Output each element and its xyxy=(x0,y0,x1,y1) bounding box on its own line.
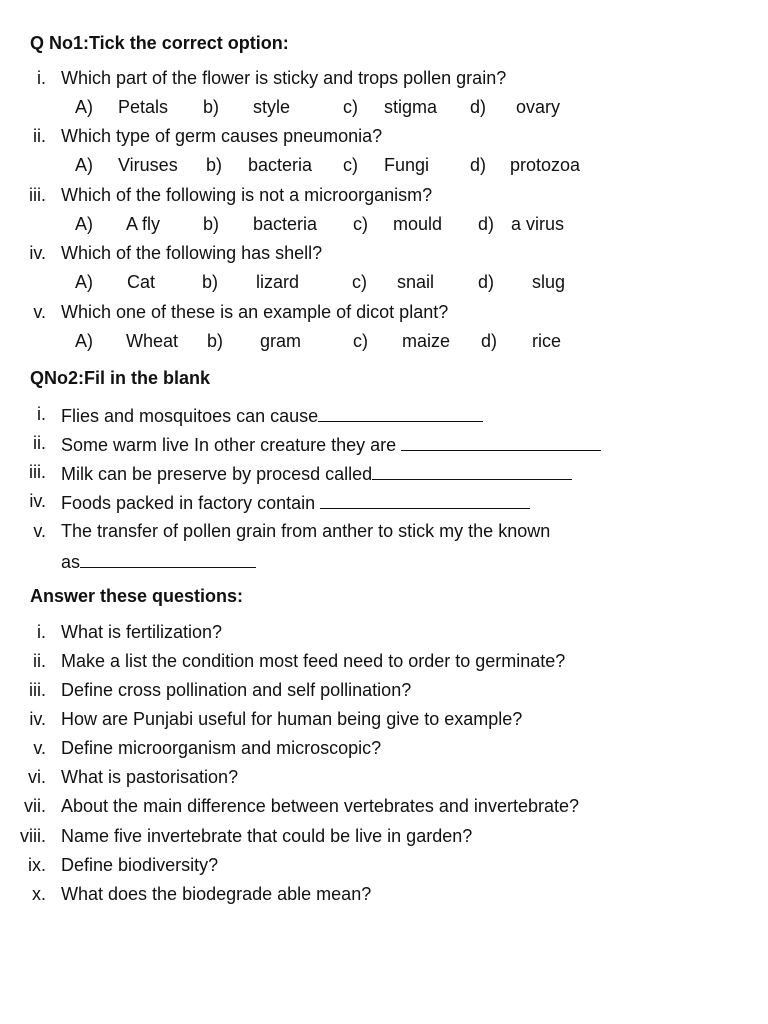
option-d[interactable]: slug xyxy=(532,272,566,292)
item-number: v. xyxy=(33,521,46,541)
question-text: Which of the following is not a microorganism? xyxy=(61,185,433,205)
item-number: i. xyxy=(37,622,46,642)
option-label-d: d) xyxy=(481,331,498,351)
item-text: Some warm live In other creature they are xyxy=(61,435,402,455)
item-text: Define cross pollination and self pollination? xyxy=(61,680,412,700)
question-text: Which one of these is an example of dicot plant? xyxy=(61,302,449,322)
q1-options xyxy=(0,272,768,298)
question-number: v. xyxy=(33,302,46,322)
item-text-continuation: as xyxy=(61,552,81,572)
item-line xyxy=(61,462,572,485)
q1-question xyxy=(0,126,768,152)
item-number: vii. xyxy=(24,796,46,816)
q1-question xyxy=(0,68,768,94)
fill-blank-continuation xyxy=(0,550,768,576)
q1-options xyxy=(0,155,768,181)
item-number: i. xyxy=(37,404,46,424)
option-a[interactable]: Wheat xyxy=(126,331,179,351)
question-number: iii. xyxy=(29,185,46,205)
item-text: The transfer of pollen grain from anther to stick my the known xyxy=(61,521,551,541)
fill-blank-item xyxy=(0,433,768,459)
short-question xyxy=(0,796,768,822)
answer-blank[interactable] xyxy=(80,550,256,568)
question-number: iv. xyxy=(29,243,46,263)
short-question xyxy=(0,709,768,735)
short-question xyxy=(0,651,768,677)
option-c[interactable]: maize xyxy=(402,331,451,351)
item-number: iv. xyxy=(29,491,46,511)
option-c[interactable]: snail xyxy=(397,272,435,292)
item-number: iii. xyxy=(29,462,46,482)
option-a[interactable]: Cat xyxy=(127,272,156,292)
q1-options xyxy=(0,214,768,240)
answer-blank[interactable] xyxy=(372,462,572,480)
item-number: ix. xyxy=(28,855,46,875)
fill-blank-item xyxy=(0,404,768,430)
item-number: iii. xyxy=(29,680,46,700)
option-b[interactable]: bacteria xyxy=(248,155,313,175)
option-label-b: b) xyxy=(203,97,220,117)
option-c[interactable]: stigma xyxy=(384,97,438,117)
question-text: Which part of the flower is sticky and trops pollen grain? xyxy=(61,68,507,88)
question-number: ii. xyxy=(33,126,46,146)
short-question xyxy=(0,855,768,881)
option-label-c: c) xyxy=(353,331,368,351)
q1-heading: Q No1:Tick the correct option: xyxy=(30,33,289,53)
item-number: ii. xyxy=(33,433,46,453)
option-label-d: d) xyxy=(478,272,495,292)
item-text: Milk can be preserve by procesd called xyxy=(61,464,373,484)
option-b[interactable]: style xyxy=(253,97,291,117)
option-label-a: A) xyxy=(75,155,93,175)
item-line xyxy=(61,404,483,427)
item-number: v. xyxy=(33,738,46,758)
option-b[interactable]: gram xyxy=(260,331,302,351)
option-label-a: A) xyxy=(75,97,93,117)
option-label-b: b) xyxy=(203,214,220,234)
q1-options xyxy=(0,97,768,123)
option-label-c: c) xyxy=(352,272,367,292)
answer-blank[interactable] xyxy=(320,491,530,509)
item-text: Flies and mosquitoes can cause xyxy=(61,406,319,426)
item-text: Name five invertebrate that could be live in garden? xyxy=(61,826,473,846)
q1-options xyxy=(0,331,768,357)
q1-question xyxy=(0,243,768,269)
item-line xyxy=(61,491,530,514)
fill-blank-item xyxy=(0,462,768,488)
option-d[interactable]: a virus xyxy=(511,214,565,234)
short-question xyxy=(0,738,768,764)
item-line xyxy=(61,550,256,573)
option-label-a: A) xyxy=(75,214,93,234)
q3-heading: Answer these questions: xyxy=(30,586,244,606)
short-question xyxy=(0,680,768,706)
option-label-d: d) xyxy=(470,155,487,175)
option-label-a: A) xyxy=(75,331,93,351)
q1-question xyxy=(0,185,768,211)
option-a[interactable]: A fly xyxy=(126,214,161,234)
q1-question xyxy=(0,302,768,328)
item-number: x. xyxy=(31,884,46,904)
option-d[interactable]: ovary xyxy=(516,97,561,117)
question-number: i. xyxy=(37,68,46,88)
item-text: Foods packed in factory contain xyxy=(61,493,321,513)
option-label-c: c) xyxy=(353,214,368,234)
option-a[interactable]: Viruses xyxy=(118,155,178,175)
option-c[interactable]: Fungi xyxy=(384,155,430,175)
short-question xyxy=(0,622,768,648)
option-c[interactable]: mould xyxy=(393,214,443,234)
option-label-b: b) xyxy=(206,155,223,175)
answer-blank[interactable] xyxy=(318,404,483,422)
option-label-d: d) xyxy=(470,97,487,117)
option-label-c: c) xyxy=(343,155,358,175)
option-d[interactable]: protozoa xyxy=(510,155,581,175)
short-question xyxy=(0,767,768,793)
option-b[interactable]: lizard xyxy=(256,272,300,292)
item-text: How are Punjabi useful for human being give to example? xyxy=(61,709,523,729)
short-question xyxy=(0,826,768,852)
item-text: About the main difference between vertebrates and invertebrate? xyxy=(61,796,580,816)
item-text: What does the biodegrade able mean? xyxy=(61,884,372,904)
item-line xyxy=(61,433,601,456)
option-b[interactable]: bacteria xyxy=(253,214,318,234)
item-number: viii. xyxy=(20,826,46,846)
item-text: What is fertilization? xyxy=(61,622,223,642)
item-text: Make a list the condition most feed need to order to germinate? xyxy=(61,651,566,671)
item-number: iv. xyxy=(29,709,46,729)
option-label-a: A) xyxy=(75,272,93,292)
item-text: What is pastorisation? xyxy=(61,767,239,787)
question-text: Which type of germ causes pneumonia? xyxy=(61,126,383,146)
option-d[interactable]: rice xyxy=(532,331,562,351)
q2-heading: QNo2:Fil in the blank xyxy=(30,368,211,388)
question-text: Which of the following has shell? xyxy=(61,243,323,263)
short-question xyxy=(0,884,768,910)
option-label-d: d) xyxy=(478,214,495,234)
fill-blank-item xyxy=(0,491,768,517)
option-label-c: c) xyxy=(343,97,358,117)
item-number: ii. xyxy=(33,651,46,671)
option-a[interactable]: Petals xyxy=(118,97,169,117)
option-label-b: b) xyxy=(202,272,219,292)
option-label-b: b) xyxy=(207,331,224,351)
item-number: vi. xyxy=(28,767,46,787)
item-text: Define microorganism and microscopic? xyxy=(61,738,382,758)
item-text: Define biodiversity? xyxy=(61,855,219,875)
fill-blank-item xyxy=(0,521,768,547)
answer-blank[interactable] xyxy=(401,433,601,451)
